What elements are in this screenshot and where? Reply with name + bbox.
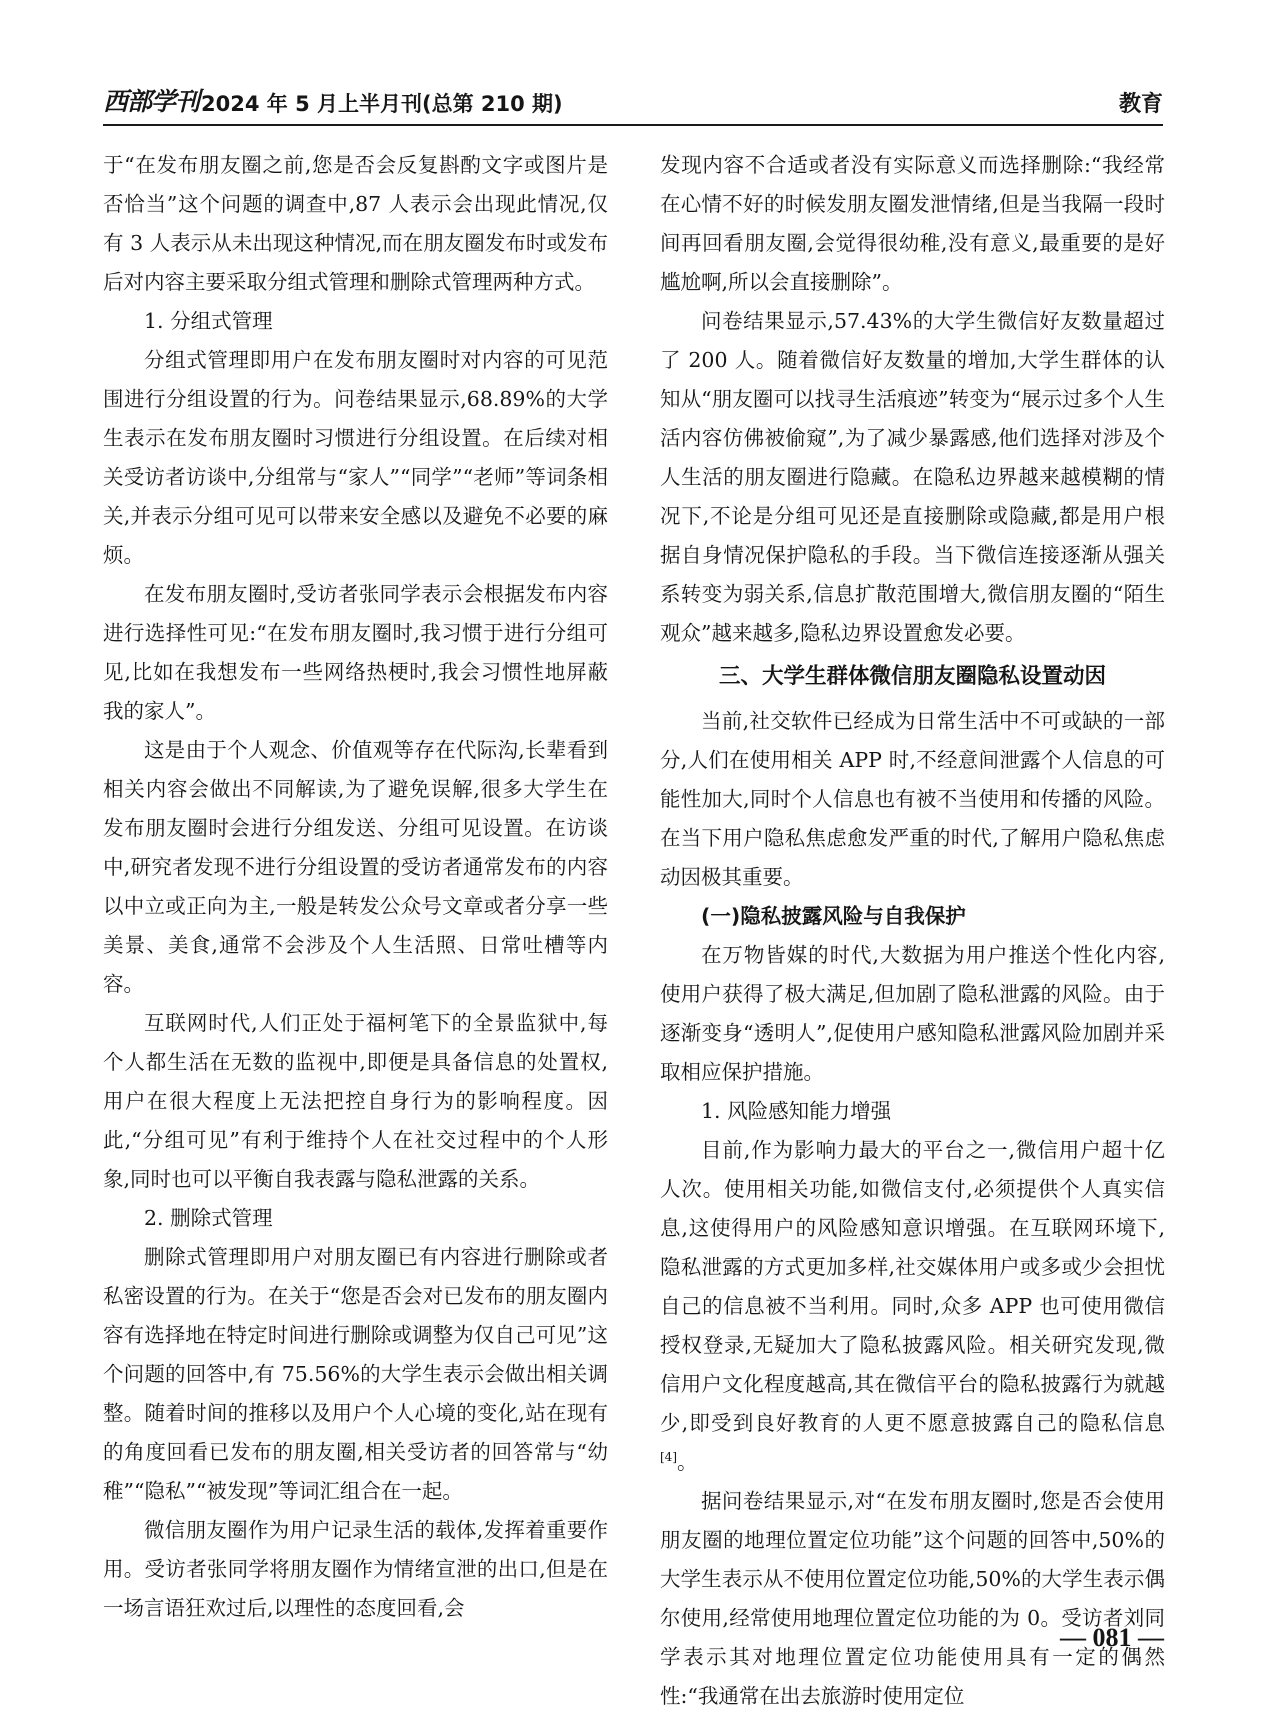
subsection-heading: (一)隐私披露风险与自我保护 <box>701 904 966 928</box>
paragraph: 问卷结果显示,57.43%的大学生微信好友数量超过了 200 人。随着微信好友数量的增加,大学生群体的认知从“朋友圈可以找寻生活痕迹”转变为“展示过多个人生活内容仿佛被偷窥”,为了减少暴露感,他们选择对涉及个人生活的朋友圈进行隐藏。在隐私边界越来越模糊的情况下,不论是分组可见还是直接删除或隐藏,都是用户根据自身情况保护隐私的手段。当下微信连接逐渐从强关系转变为弱关系,信息扩散范围增大,微信朋友圈的“陌生观众”越来越多,隐私边界设置愈发必要。 <box>660 309 1165 645</box>
paragraph <box>660 1131 1165 1482</box>
citation-reference[interactable]: [4] <box>660 1450 677 1465</box>
page-number: — 081 — <box>1060 1623 1164 1652</box>
paragraph: 在发布朋友圈时,受访者张同学表示会根据发布内容进行选择性可见:“在发布朋友圈时,我习惯于进行分组可见,比如在我想发布一些网络热梗时,我会习惯性地屏蔽我的家人”。 <box>103 582 608 723</box>
paragraph: 这是由于个人观念、价值观等存在代际沟,长辈看到相关内容会做出不同解读,为了避免误解,很多大学生在发布朋友圈时会进行分组发送、分组可见设置。在访谈中,研究者发现不进行分组设置的受访者通常发布的内容以中立或正向为主,一般是转发公众号文章或者分享一些美景、美食,通常不会涉及个人生活照、日常吐槽等内容。 <box>103 738 608 996</box>
paragraph: 据问卷结果显示,对“在发布朋友圈时,您是否会使用朋友圈的地理位置定位功能”这个问题的回答中,50%的大学生表示从不使用位置定位功能,50%的大学生表示偶尔使用,经常使用地理位置定位功能的为 0。受访者刘同学表示其对地理位置定位功能使用具有一定的偶然性:“我通常在出去旅游时使用定位 <box>660 1489 1165 1708</box>
section-label: 教育 <box>1118 92 1163 117</box>
paragraph: 删除式管理即用户对朋友圈已有内容进行删除或者私密设置的行为。在关于“您是否会对已发布的朋友圈内容有选择地在特定时间进行删除或调整为仅自己可见”这个问题的回答中,有 75.56%的大学生表示会做出相关调整。随着时间的推移以及用户个人心境的变化,站在现有的角度回看已发布的朋友圈,相关受访者的回答常与“幼稚”“隐私”“被发现”等词汇组合在一起。 <box>103 1245 608 1503</box>
paragraph: 微信朋友圈作为用户记录生活的载体,发挥着重要作用。受访者张同学将朋友圈作为情绪宣泄的出口,但是在一场言语狂欢过后,以理性的态度回看,会 <box>103 1518 608 1620</box>
paragraph: 在万物皆媒的时代,大数据为用户推送个性化内容,使用户获得了极大满足,但加剧了隐私泄露的风险。由于逐渐变身“透明人”,促使用户感知隐私泄露风险加剧并采取相应保护措施。 <box>660 943 1165 1084</box>
subsection-title: 1. 分组式管理 <box>144 309 273 333</box>
right-column <box>660 146 1165 1716</box>
paragraph: 当前,社交软件已经成为日常生活中不可或缺的一部分,人们在使用相关 APP 时,不经意间泄露个人信息的可能性加大,同时个人信息也有被不当使用和传播的风险。在当下用户隐私焦虑愈发严重的时代,了解用户隐私焦虑动因极其重要。 <box>660 709 1165 889</box>
paragraph: 互联网时代,人们正处于福柯笔下的全景监狱中,每个人都生活在无数的监视中,即便是具备信息的处置权,用户在很大程度上无法把控自身行为的影响程度。因此,“分组可见”有利于维持个人在社交过程中的个人形象,同时也可以平衡自我表露与隐私泄露的关系。 <box>103 1011 608 1191</box>
journal-logo: 西部学刊 <box>103 87 200 116</box>
paragraph: 于“在发布朋友圈之前,您是否会反复斟酌文字或图片是否恰当”这个问题的调查中,87 人表示会出现此情况,仅有 3 人表示从未出现这种情况,而在朋友圈发布时或发布后对内容主要采取分组式管理和删除式管理两种方式。 <box>103 153 608 294</box>
paragraph: 分组式管理即用户在发布朋友圈时对内容的可见范围进行分组设置的行为。问卷结果显示,68.89%的大学生表示在发布朋友圈时习惯进行分组设置。在后续对相关受访者访谈中,分组常与“家人”“同学”“老师”等词条相关,并表示分组可见可以带来安全感以及避免不必要的麻烦。 <box>103 348 608 567</box>
left-column <box>103 146 608 1628</box>
subsection-title: 2. 删除式管理 <box>144 1206 273 1230</box>
issue-info: 2024 年 5 月上半月刊(总第 210 期) <box>201 92 563 116</box>
page-header <box>103 86 1163 126</box>
header-left <box>103 82 563 118</box>
paragraph-end: 。 <box>677 1450 698 1474</box>
subsection-title: 1. 风险感知能力增强 <box>701 1099 892 1123</box>
paragraph-text: 目前,作为影响力最大的平台之一,微信用户超十亿人次。使用相关功能,如微信支付,必须提供个人真实信息,这使得用户的风险感知意识增强。在互联网环境下,隐私泄露的方式更加多样,社交媒体用户或多或少会担忧自己的信息被不当利用。同时,众多 APP 也可使用微信授权登录,无疑加大了隐私披露风险。相关研究发现,微信用户文化程度越高,其在微信平台的隐私披露行为就越少,即受到良好教育的人更不愿意披露自己的隐私信息 <box>660 1138 1165 1435</box>
paragraph: 发现内容不合适或者没有实际意义而选择删除:“我经常在心情不好的时候发朋友圈发泄情绪,但是当我隔一段时间再回看朋友圈,会觉得很幼稚,没有意义,最重要的是好尴尬啊,所以会直接删除”。 <box>660 153 1165 294</box>
section-heading: 三、大学生群体微信朋友圈隐私设置动因 <box>718 664 1106 689</box>
